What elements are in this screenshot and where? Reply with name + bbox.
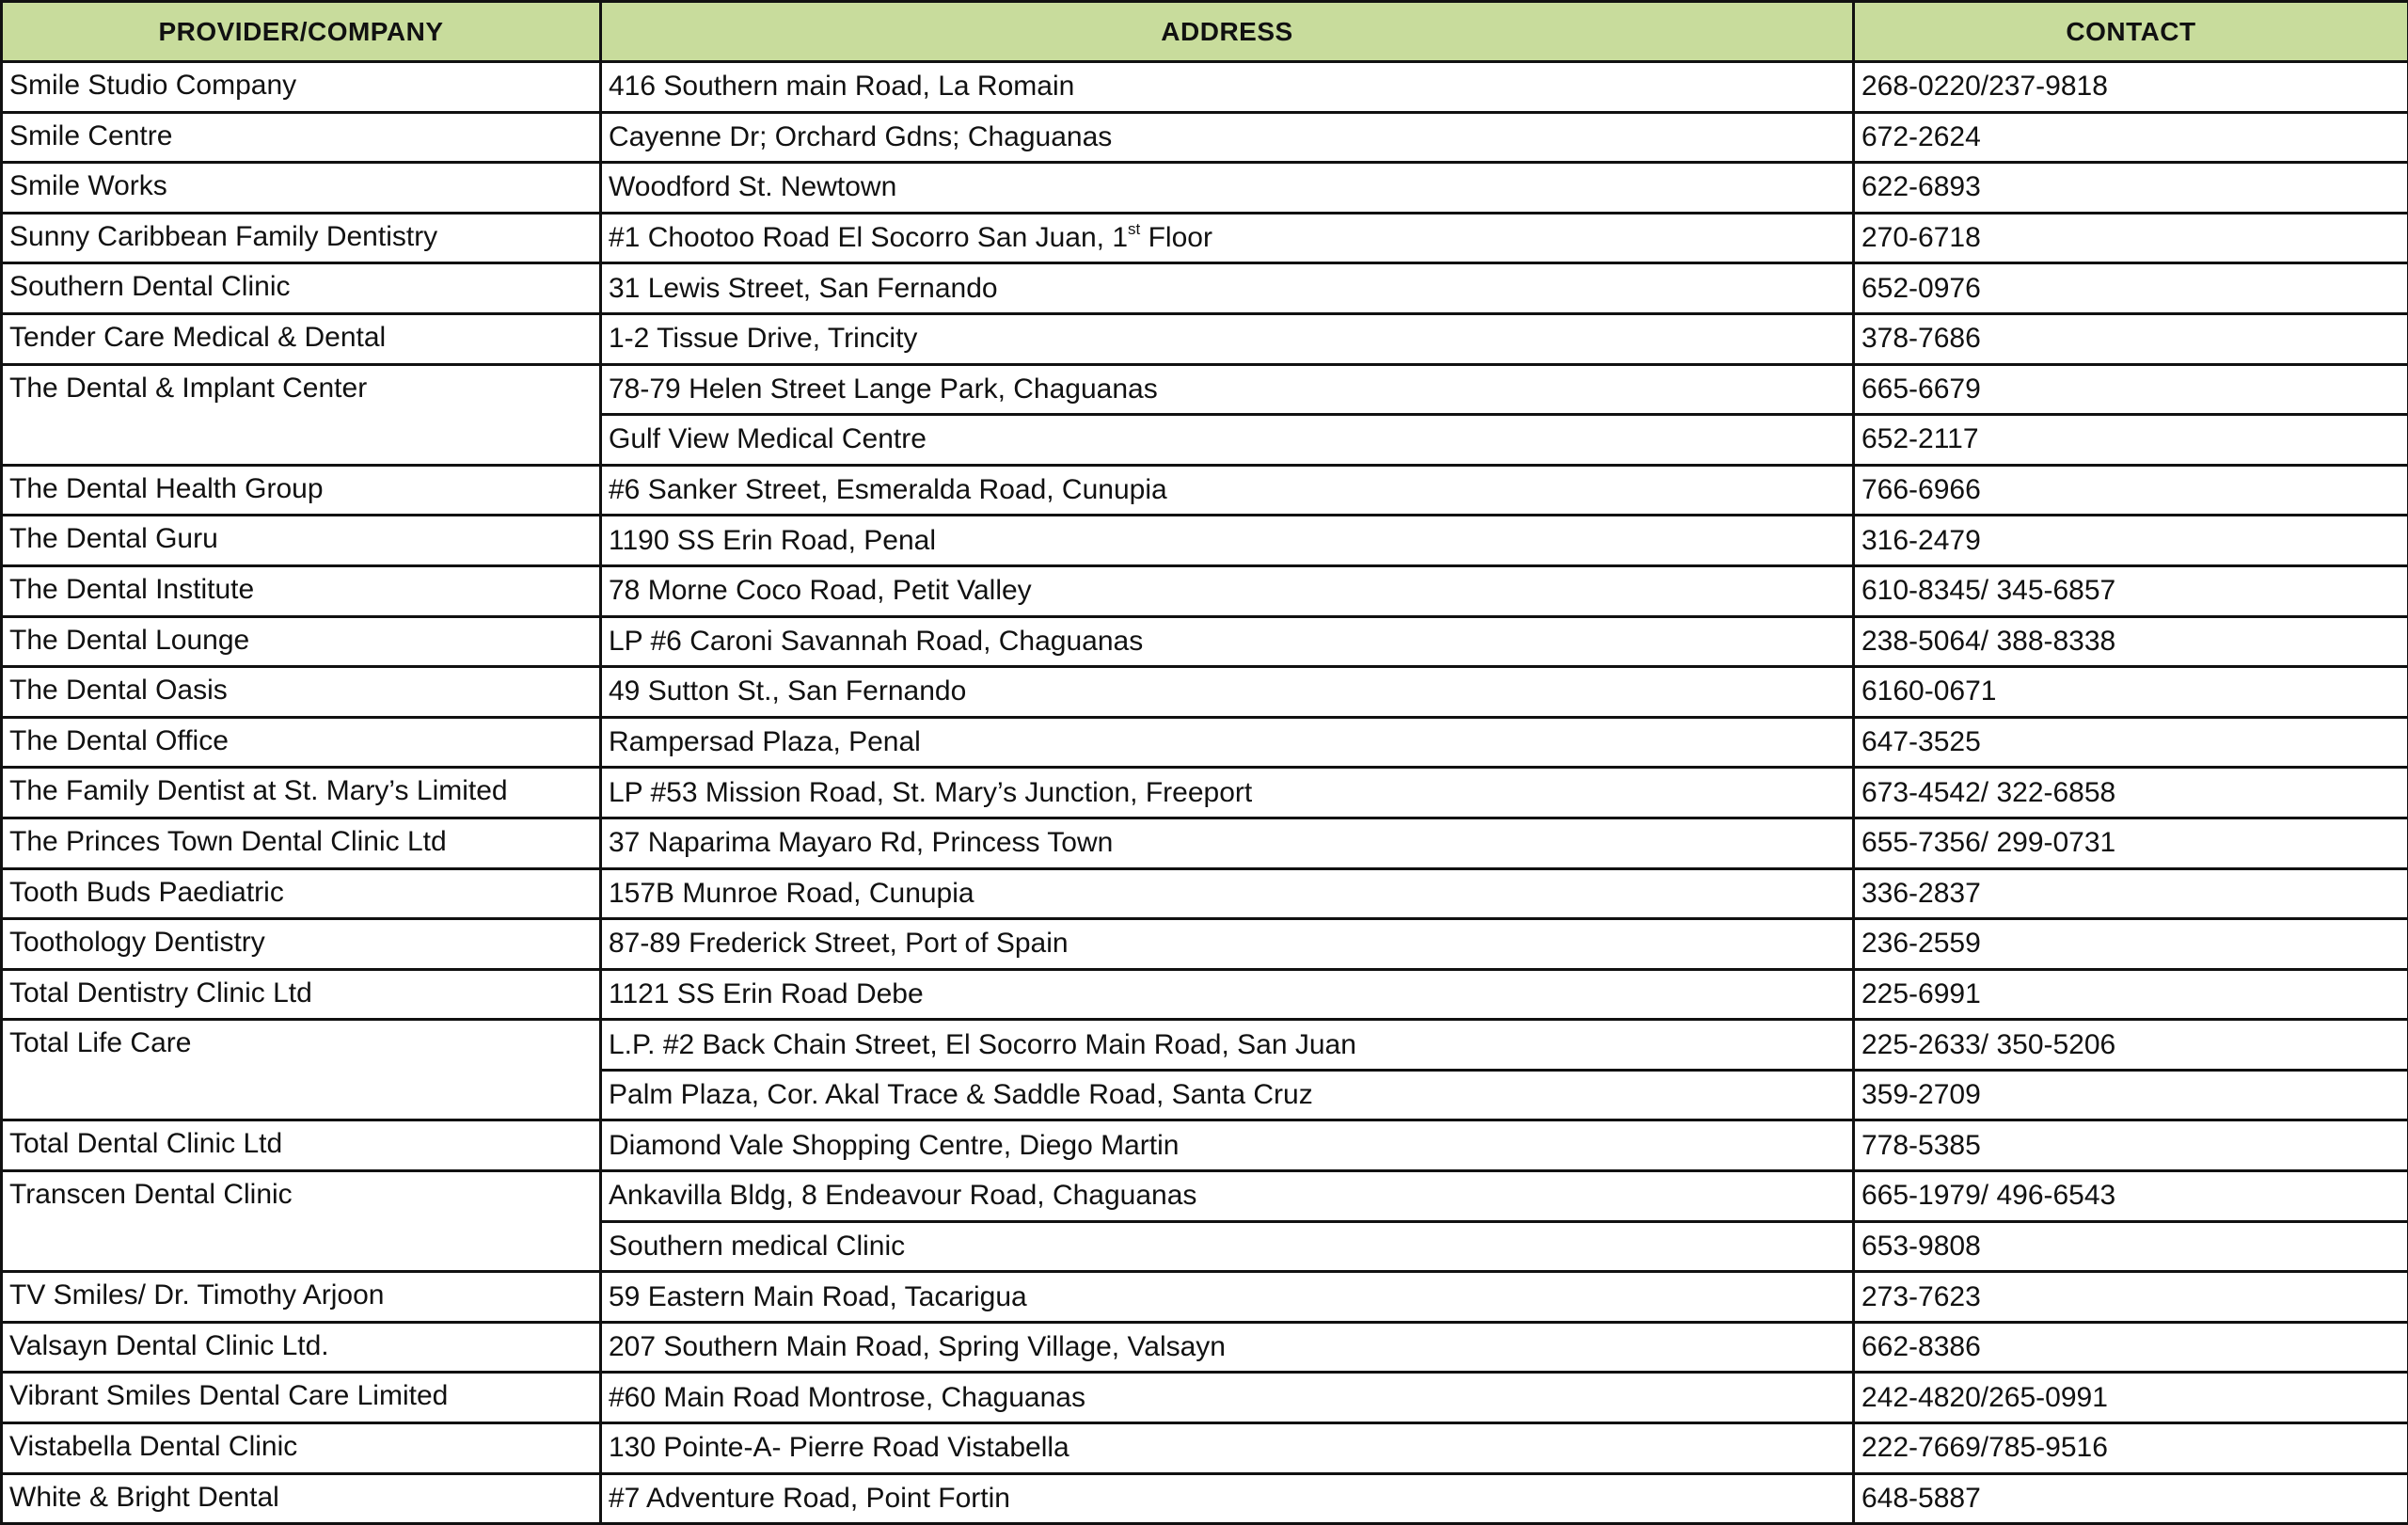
- company-cell: The Dental Office: [2, 717, 601, 768]
- company-cell: Vistabella Dental Clinic: [2, 1423, 601, 1474]
- header-company: PROVIDER/COMPANY: [2, 2, 601, 62]
- table-body: [2, 62, 2408, 1524]
- address-cell: LP #6 Caroni Savannah Road, Chaguanas: [601, 616, 1854, 667]
- contact-cell: 316-2479: [1854, 516, 2408, 566]
- table-row: [2, 1423, 2408, 1474]
- company-cell: Tooth Buds Paediatric: [2, 868, 601, 919]
- table-row: [2, 1322, 2408, 1373]
- contact-cell: 622-6893: [1854, 163, 2408, 214]
- company-cell: Total Life Care: [2, 1020, 601, 1120]
- contact-cell: 672-2624: [1854, 112, 2408, 163]
- contact-cell: 766-6966: [1854, 465, 2408, 516]
- table-row: [2, 667, 2408, 718]
- contact-cell: 236-2559: [1854, 919, 2408, 970]
- company-cell: The Family Dentist at St. Mary’s Limited: [2, 768, 601, 818]
- company-cell: White & Bright Dental: [2, 1473, 601, 1524]
- company-cell: The Dental Lounge: [2, 616, 601, 667]
- contact-cell: 378-7686: [1854, 313, 2408, 364]
- address-cell: 87-89 Frederick Street, Port of Spain: [601, 919, 1854, 970]
- contact-cell: 665-6679: [1854, 364, 2408, 415]
- table-row: [2, 1020, 2408, 1071]
- company-cell: Smile Works: [2, 163, 601, 214]
- contact-cell: 268-0220/237-9818: [1854, 62, 2408, 113]
- contact-cell: 673-4542/ 322-6858: [1854, 768, 2408, 818]
- address-cell: Cayenne Dr; Orchard Gdns; Chaguanas: [601, 112, 1854, 163]
- company-cell: Transcen Dental Clinic: [2, 1171, 601, 1272]
- company-cell: The Dental & Implant Center: [2, 364, 601, 465]
- address-cell: LP #53 Mission Road, St. Mary’s Junction, Freeport: [601, 768, 1854, 818]
- company-cell: Southern Dental Clinic: [2, 263, 601, 314]
- contact-cell: 652-0976: [1854, 263, 2408, 314]
- address-cell: 78-79 Helen Street Lange Park, Chaguanas: [601, 364, 1854, 415]
- address-cell: Rampersad Plaza, Penal: [601, 717, 1854, 768]
- table-row: [2, 62, 2408, 113]
- table-row: [2, 969, 2408, 1020]
- table-row: [2, 1171, 2408, 1222]
- address-cell: 31 Lewis Street, San Fernando: [601, 263, 1854, 314]
- address-cell: #7 Adventure Road, Point Fortin: [601, 1473, 1854, 1524]
- table-row: [2, 565, 2408, 616]
- address-cell: Ankavilla Bldg, 8 Endeavour Road, Chaguanas: [601, 1171, 1854, 1222]
- address-cell: 78 Morne Coco Road, Petit Valley: [601, 565, 1854, 616]
- address-cell: 49 Sutton St., San Fernando: [601, 667, 1854, 718]
- table-row: [2, 1272, 2408, 1323]
- table-row: [2, 616, 2408, 667]
- header-row: [2, 2, 2408, 62]
- company-cell: TV Smiles/ Dr. Timothy Arjoon: [2, 1272, 601, 1323]
- contact-cell: 225-6991: [1854, 969, 2408, 1020]
- table-row: [2, 1473, 2408, 1524]
- company-cell: Total Dental Clinic Ltd: [2, 1120, 601, 1171]
- contact-cell: 665-1979/ 496-6543: [1854, 1171, 2408, 1222]
- table-row: [2, 263, 2408, 314]
- contact-cell: 647-3525: [1854, 717, 2408, 768]
- table-row: [2, 868, 2408, 919]
- table-row: [2, 768, 2408, 818]
- company-cell: Valsayn Dental Clinic Ltd.: [2, 1322, 601, 1373]
- address-cell: #6 Sanker Street, Esmeralda Road, Cunupia: [601, 465, 1854, 516]
- table-row: [2, 1120, 2408, 1171]
- address-cell: Gulf View Medical Centre: [601, 415, 1854, 466]
- company-cell: Tender Care Medical & Dental: [2, 313, 601, 364]
- table-header: [2, 2, 2408, 62]
- address-cell: L.P. #2 Back Chain Street, El Socorro Main Road, San Juan: [601, 1020, 1854, 1071]
- address-cell: 1-2 Tissue Drive, Trincity: [601, 313, 1854, 364]
- table-row: [2, 163, 2408, 214]
- company-cell: Smile Centre: [2, 112, 601, 163]
- contact-cell: 610-8345/ 345-6857: [1854, 565, 2408, 616]
- address-cell: Woodford St. Newtown: [601, 163, 1854, 214]
- table-row: [2, 516, 2408, 566]
- company-cell: The Princes Town Dental Clinic Ltd: [2, 818, 601, 868]
- contact-cell: 6160-0671: [1854, 667, 2408, 718]
- contact-cell: 655-7356/ 299-0731: [1854, 818, 2408, 868]
- contact-cell: 238-5064/ 388-8338: [1854, 616, 2408, 667]
- contact-cell: 336-2837: [1854, 868, 2408, 919]
- table-row: [2, 1373, 2408, 1423]
- contact-cell: 359-2709: [1854, 1070, 2408, 1120]
- contact-cell: 662-8386: [1854, 1322, 2408, 1373]
- address-cell: 1121 SS Erin Road Debe: [601, 969, 1854, 1020]
- contact-cell: 242-4820/265-0991: [1854, 1373, 2408, 1423]
- table-row: [2, 465, 2408, 516]
- contact-cell: 270-6718: [1854, 213, 2408, 263]
- contact-cell: 653-9808: [1854, 1221, 2408, 1272]
- company-cell: Smile Studio Company: [2, 62, 601, 113]
- contact-cell: 225-2633/ 350-5206: [1854, 1020, 2408, 1071]
- table-row: [2, 818, 2408, 868]
- address-cell: 416 Southern main Road, La Romain: [601, 62, 1854, 113]
- address-cell: 157B Munroe Road, Cunupia: [601, 868, 1854, 919]
- contact-cell: 222-7669/785-9516: [1854, 1423, 2408, 1474]
- address-cell: 37 Naparima Mayaro Rd, Princess Town: [601, 818, 1854, 868]
- table-row: [2, 364, 2408, 415]
- table-row: [2, 717, 2408, 768]
- company-cell: Total Dentistry Clinic Ltd: [2, 969, 601, 1020]
- company-cell: The Dental Guru: [2, 516, 601, 566]
- address-cell: Diamond Vale Shopping Centre, Diego Martin: [601, 1120, 1854, 1171]
- address-cell: [601, 213, 1854, 263]
- address-ordinal-suffix: st: [1128, 220, 1141, 239]
- contact-cell: 652-2117: [1854, 415, 2408, 466]
- table-row: [2, 112, 2408, 163]
- table-row: [2, 313, 2408, 364]
- address-cell: Palm Plaza, Cor. Akal Trace & Saddle Road, Santa Cruz: [601, 1070, 1854, 1120]
- company-cell: Sunny Caribbean Family Dentistry: [2, 213, 601, 263]
- company-cell: Toothology Dentistry: [2, 919, 601, 970]
- contact-cell: 648-5887: [1854, 1473, 2408, 1524]
- contact-cell: 273-7623: [1854, 1272, 2408, 1323]
- company-cell: Vibrant Smiles Dental Care Limited: [2, 1373, 601, 1423]
- address-cell: Southern medical Clinic: [601, 1221, 1854, 1272]
- header-address: ADDRESS: [601, 2, 1854, 62]
- address-cell: 1190 SS Erin Road, Penal: [601, 516, 1854, 566]
- company-cell: The Dental Institute: [2, 565, 601, 616]
- address-cell: 59 Eastern Main Road, Tacarigua: [601, 1272, 1854, 1323]
- address-cell: 130 Pointe-A- Pierre Road Vistabella: [601, 1423, 1854, 1474]
- contact-cell: 778-5385: [1854, 1120, 2408, 1171]
- address-text: #1 Chootoo Road El Socorro San Juan, 1: [609, 222, 1129, 254]
- table-row: [2, 213, 2408, 263]
- address-text-tail: Floor: [1140, 222, 1212, 254]
- company-cell: The Dental Health Group: [2, 465, 601, 516]
- company-cell: The Dental Oasis: [2, 667, 601, 718]
- table-row: [2, 919, 2408, 970]
- address-cell: 207 Southern Main Road, Spring Village, Valsayn: [601, 1322, 1854, 1373]
- address-cell: #60 Main Road Montrose, Chaguanas: [601, 1373, 1854, 1423]
- header-contact: CONTACT: [1854, 2, 2408, 62]
